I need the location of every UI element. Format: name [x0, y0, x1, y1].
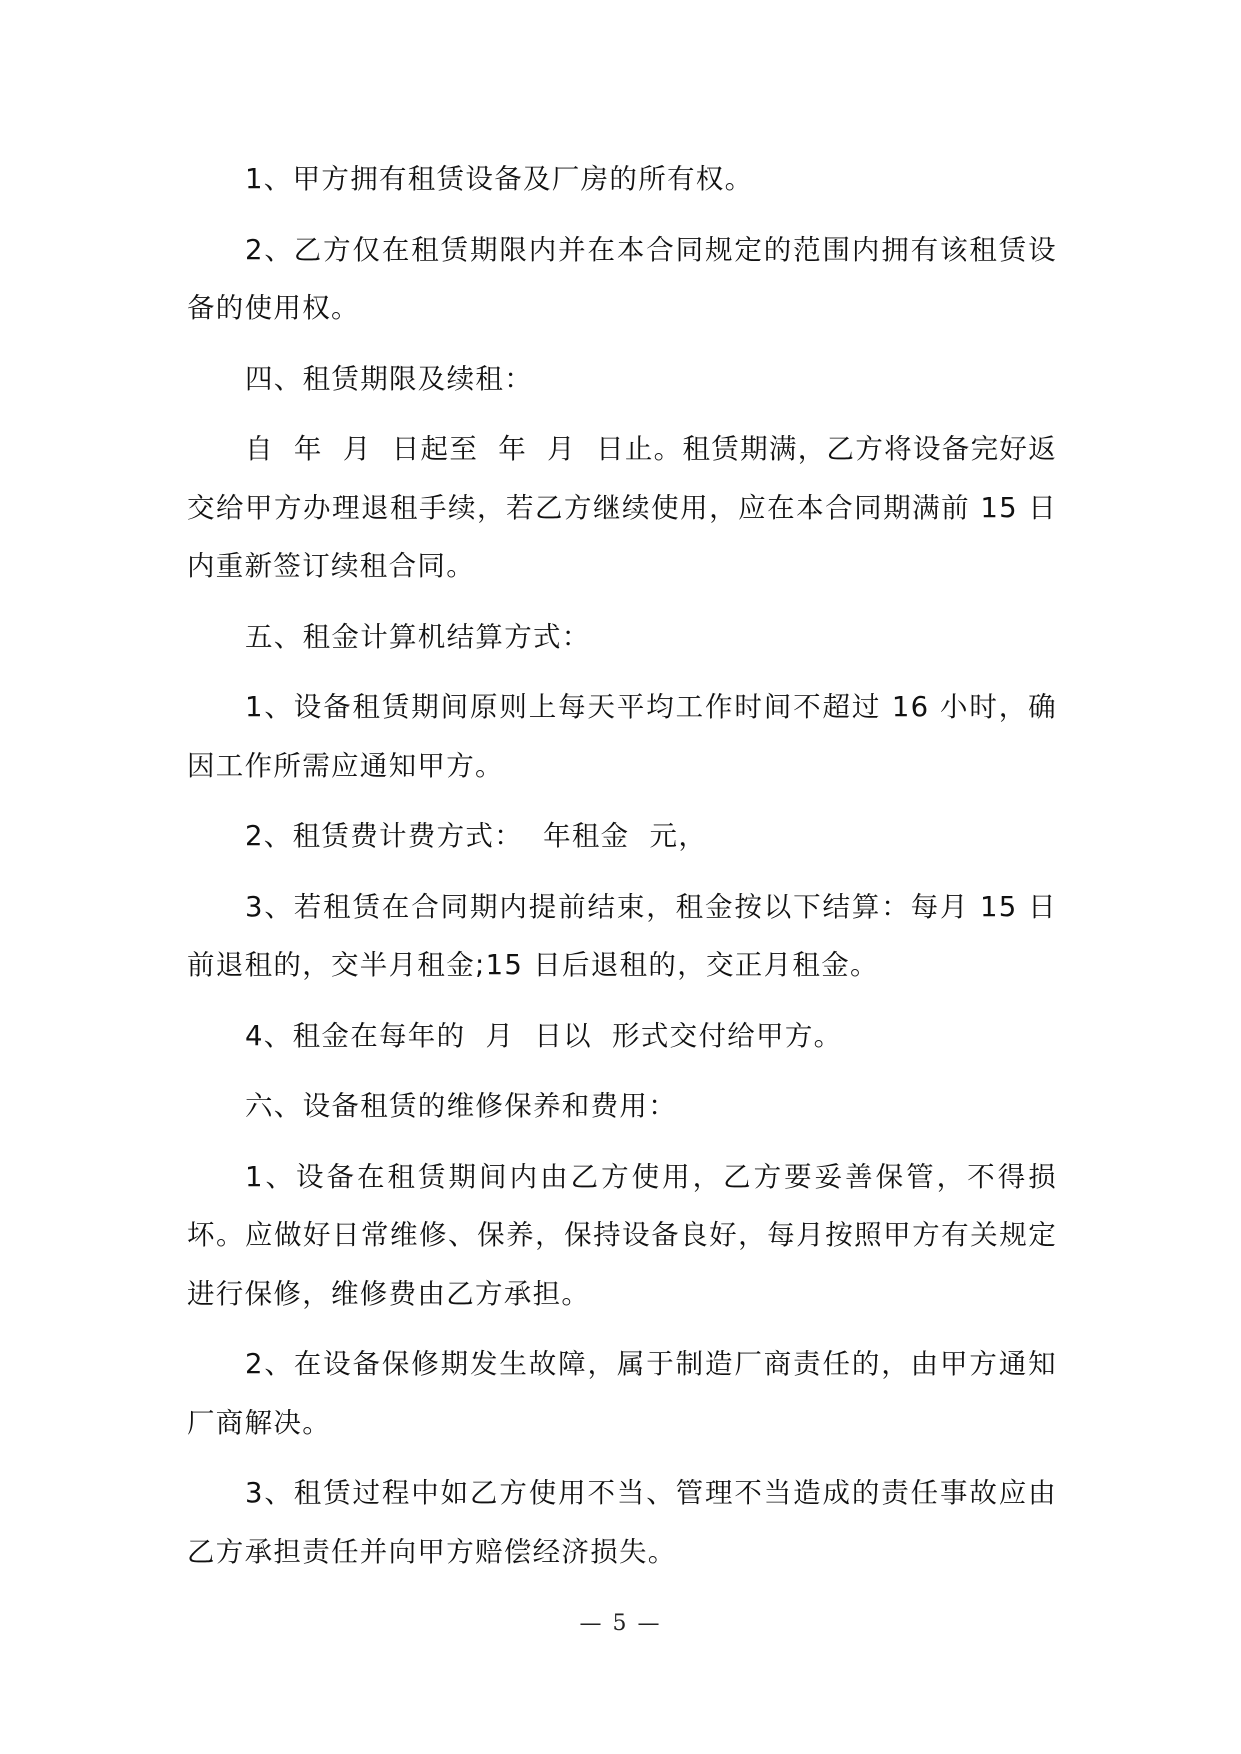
- clause-warranty-fault: 2、在设备保修期发生故障，属于制造厂商责任的，由甲方通知厂商解决。: [187, 1348, 1057, 1439]
- clause-equipment-ownership: 1、甲方拥有租赁设备及厂房的所有权。: [245, 163, 754, 195]
- clause-early-termination: 3、若租赁在合同期内提前结束，租金按以下结算：每月 15 日前退租的，交半月租金;15 日后退租的，交正月租金。: [187, 890, 1057, 981]
- document-body: [187, 150, 1057, 1581]
- clause-lease-period: 自 年 月 日起至 年 月 日止。租赁期满，乙方将设备完好返交给甲方办理退租手续，若乙方继续使用，应在本合同期满前 15 日内重新签订续租合同。: [187, 433, 1057, 582]
- section-heading-maintenance: 六、设备租赁的维修保养和费用：: [245, 1090, 677, 1122]
- clause-fee-method: 2、租赁费计费方式： 年租金 元，: [245, 820, 708, 852]
- clause-working-hours: 1、设备租赁期间原则上每天平均工作时间不超过 16 小时，确因工作所需应通知甲方。: [187, 691, 1057, 782]
- clause-liability: 3、租赁过程中如乙方使用不当、管理不当造成的责任事故应由乙方承担责任并向甲方赔偿经济损失。: [187, 1477, 1057, 1568]
- clause-maintenance-care: 1、设备在租赁期间内由乙方使用，乙方要妥善保管，不得损坏。应做好日常维修、保养，保持设备良好，每月按照甲方有关规定进行保修，维修费由乙方承担。: [187, 1160, 1057, 1310]
- section-heading-rent-settlement: 五、租金计算机结算方式：: [245, 620, 591, 653]
- clause-usage-right: 2、乙方仅在租赁期限内并在本合同规定的范围内拥有该租赁设备的使用权。: [187, 233, 1057, 324]
- clause-payment-date: 4、租金在每年的 月 日以 形式交付给甲方。: [245, 1019, 843, 1052]
- section-heading-lease-term: 四、租赁期限及续租：: [245, 362, 533, 395]
- page-number: — 5 —: [579, 1611, 662, 1636]
